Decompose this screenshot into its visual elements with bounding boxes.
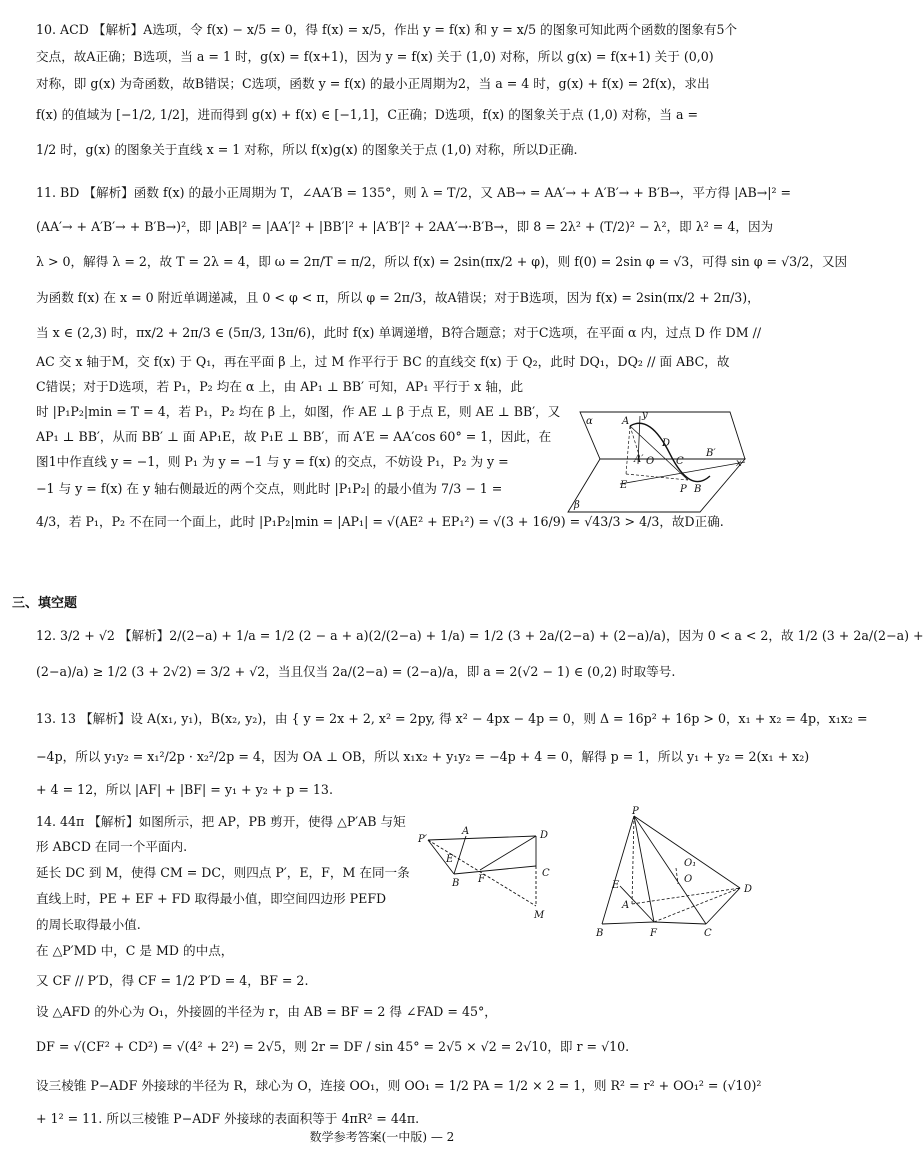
fig14a-label-Pprime: P′ [418,834,427,845]
fig14a-label-F: F [478,874,485,885]
q12-solution [36,618,924,690]
q10-solution [36,16,752,167]
fig11-label-E: E [620,480,628,491]
segment-EP [626,474,688,480]
edge-FD [654,888,740,922]
fig11-label-B-prime: B′ [706,448,716,459]
q11-line-3: λ > 0，解得 λ = 2，故 T = 2λ = 4，即 ω = 2π/T = π/2，所以 f(x) = 2sin(πx/2 + φ)，则 f(0) = 2sin φ = √3，可得 sin φ = √3/2，又因 [36,254,848,269]
q14-line-8: 设 △AFD 的外心为 O₁，外接圆的半径为 r，由 AB = BF = 2 得 ∠FAD = 45°， [36,1004,497,1019]
plane-alpha [580,412,745,459]
fig14a-label-D: D [540,830,549,841]
fig14a-label-E: E [446,854,454,865]
edge-CD [706,888,740,924]
fig14a-label-C: C [542,868,550,879]
q10-line-3: 对称，即 g(x) 为奇函数，故B错误；C选项，函数 y = f(x) 的最小正周期为2，当 a = 4 时，g(x) + f(x) = 2f(x)，求出 [36,76,710,91]
fig11-label-beta: β [574,500,580,511]
q11-line-7: C错误；对于D选项，若 P₁，P₂ 均在 α 上，由 AP₁ ⊥ BB′ 可知，AP₁ 平行于 x 轴，此 [36,379,524,394]
seg-PprimeD [428,836,536,840]
fig14a-label-B: B [452,878,460,889]
q11-line-5: 当 x ∈ (2,3) 时，πx/2 + 2π/3 ∈ (5π/3, 13π/6)，此时 f(x) 单调递增，B符合题意；对于C选项，在平面 α 内，过点 D 作 DM // [36,325,762,340]
fig14b-label-D: D [744,884,753,895]
q11-line-4: 为函数 f(x) 在 x = 0 附近单调递减，且 0 < φ < π，所以 φ = 2π/3，故A错误；对于B选项，因为 f(x) = 2sin(πx/2 + 2π/3)， [36,290,760,305]
edge-FC [654,922,706,924]
q11-line-10: 图1中作直线 y = −1，则 P₁ 为 y = −1 与 y = f(x) 的交点，不妨设 P₁，P₂ 为 y = [36,454,509,469]
q11-line-12: 4/3，若 P₁，P₂ 不在同一个面上，此时 |P₁P₂|min = |AP₁| = √(AE² + EP₁²) = √(3 + 16/9) = √43/3 > 4/3，故D正确. [36,514,724,529]
fig14b-label-P: P [632,806,639,817]
q10-line-4: f(x) 的值域为 [−1/2, 1/2]，进而得到 g(x) + f(x) ∈ [−1,1]，C正确；D选项，f(x) 的图象关于点 (1,0) 对称，当 a = [36,107,699,122]
q11-line-8: 时 |P₁P₂|min = T = 4，若 P₁，P₂ 均在 β 上，如图，作 AE ⊥ β 于点 E，则 AE ⊥ BB′，又 [36,404,561,419]
q14-line-10: 设三棱锥 P−ADF 外接球的半径为 R，球心为 O，连接 OO₁，则 OO₁ = 1/2 PA = 1/2 × 2 = 1，则 R² = r² + OO₁² = (√10)² [36,1078,762,1093]
fig11-label-C: C [676,456,684,467]
q14-line-4: 直线上时，PE + EF + FD 取得最小值，即空间四边形 PEFD [36,891,387,906]
seg-BC [454,866,536,874]
page-footer: 数学参考答案(一中版) — 2 [309,1130,455,1144]
q14-line-7: 又 CF // P′D，得 CF = 1/2 P′D = 4，BF = 2. [36,973,309,988]
fig14b-label-A: A [622,900,630,911]
fig11-label-y: y [642,410,648,421]
q11-line-1: 11. BD 【解析】函数 f(x) 的最小正周期为 T，∠AA′B = 135°，则 λ = T/2，又 AB→ = AA′→ + A′B′→ + B′B→，平方得 |AB→|² = [36,185,792,200]
sine-curve [630,423,710,481]
q11-line-6: AC 交 x 轴于M，交 f(x) 于 Q₁，再在平面 β 上，过 M 作平行于 BC 的直线交 f(x) 于 Q₂，此时 DQ₁，DQ₂ // 面 ABC，故 [36,354,730,369]
q13-line-2: −4p，所以 y₁y₂ = x₁²/2p · x₂²/2p = 4，因为 OA ⊥ OB，所以 x₁x₂ + y₁y₂ = −4p + 4 = 0，解得 p = 1，所以 y₁ + y₂ = 2(x₁ + x₂) [36,749,810,764]
seg-PprimeM [428,840,536,906]
fig11-label-B: B [694,484,702,495]
fig14a-label-A: A [462,826,470,837]
q14-line-9: DF = √(CF² + CD²) = √(4² + 2²) = 2√5，则 2r = DF / sin 45° = 2√5 × √2 = 2√10，即 r = √10. [36,1039,630,1054]
section-title-fill-in: 三、填空题 [12,596,78,611]
fig11-label-O: O [646,456,655,467]
seg-AB [454,836,466,874]
fig14b-label-O: O [684,874,693,885]
q12-line-2: (2−a)/a) ≥ 1/2 (3 + 2√2) = 3/2 + √2，当且仅当 2a/(2−a) = (2−a)/a，即 a = 2(√2 − 1) ∈ (0,2) 时取等号. [36,664,676,679]
fig11-label-A: A [622,416,630,427]
q10-line-5: 1/2 时，g(x) 的图象关于直线 x = 1 对称，所以 f(x)g(x) 的图象关于点 (1,0) 对称，所以D正确. [36,142,578,157]
fig11-label-P: P [680,484,687,495]
fig14a-label-M: M [534,910,545,921]
q10-line-2: 交点，故A正确；B选项，当 a = 1 时，g(x) = f(x+1)，因为 y = f(x) 关于 (1,0) 对称，所以 g(x) = f(x+1) 关于 (0,0) [36,49,714,64]
q10-line-1: 10. ACD 【解析】A选项，令 f(x) − x/5 = 0，得 f(x) = x/5，作出 y = f(x) 和 y = x/5 的图象可知此两个函数的图象有5个 [36,22,738,37]
edge-PC [634,816,706,924]
fig11-label-x: x [736,458,742,469]
q14-line-3: 延长 DC 到 M，使得 CM = DC，则四点 P′，E，F，M 在同一条 [36,865,410,880]
q14-line-5: 的周长取得最小值. [36,917,141,932]
segment-AE [626,426,630,474]
fig14b-label-O1: O₁ [684,858,697,869]
edge-BF [602,922,654,924]
edge-PF [634,816,654,922]
q11-line-11: −1 与 y = f(x) 在 y 轴右侧最近的两个交点，则此时 |P₁P₂| 的最小值为 7/3 − 1 = [36,481,503,496]
fig11-label-D: D [662,438,671,449]
q13-line-3: + 4 = 12，所以 |AF| + |BF| = y₁ + y₂ + p = 13. [36,782,333,797]
q13-line-1: 13. 13 【解析】设 A(x₁, y₁)，B(x₂, y₂)，由 { y = 2x + 2, x² = 2py, 得 x² − 4px − 4p = 0，则 Δ = 16p² + 16p > 0，x₁ + x₂ = 4p，x₁x₂ = [36,711,868,726]
q14-figure-unfolded [418,828,558,924]
q14-figure-pyramid [592,806,760,940]
q14-line-1: 14. 44π 【解析】如图所示，把 AP，PB 剪开，使得 △P′AB 与矩 [36,814,406,829]
q11-figure [560,404,756,520]
fig11-label-alpha: α [586,416,593,427]
seg-FD [480,836,536,870]
edge-PA [632,816,634,904]
fig14b-label-B: B [596,928,604,939]
q12-line-1: 12. 3/2 + √2 【解析】2/(2−a) + 1/a = 1/2 (2 − a + a)(2/(2−a) + 1/a) = 1/2 (3 + 2a/(2−a) + (2−a)/a)，因为 0 < a < 2，故 1/2 (3 + 2a/(2−a) + [36,628,924,643]
q14-line-6: 在 △P′MD 中，C 是 MD 的中点， [36,943,234,958]
fig14b-label-E: E [612,880,620,891]
q11-line-9: AP₁ ⊥ BB′，从而 BB′ ⊥ 面 AP₁E，故 P₁E ⊥ BB′，而 A′E = AA′cos 60° = 1，因此，在 [36,429,552,444]
q13-solution [36,700,868,804]
q11-line-2: (AA′→ + A′B′→ + B′B→)²，即 |AB|² = |AA′|² + |BB′|² + |A′B′|² + 2AA′→·B′B→，即 8 = 2λ² + (T/2)² − λ²，即 λ² = 4，因为 [36,219,774,234]
fig14b-label-C: C [704,928,712,939]
fig11-label-A-prime: A′ [634,454,644,465]
q14-line-2: 形 ABCD 在同一个平面内. [36,839,188,854]
q14-line-11: + 1² = 11. 所以三棱锥 P−ADF 外接球的表面积等于 4πR² = 44π. [36,1111,420,1126]
fig14b-label-F: F [650,928,657,939]
